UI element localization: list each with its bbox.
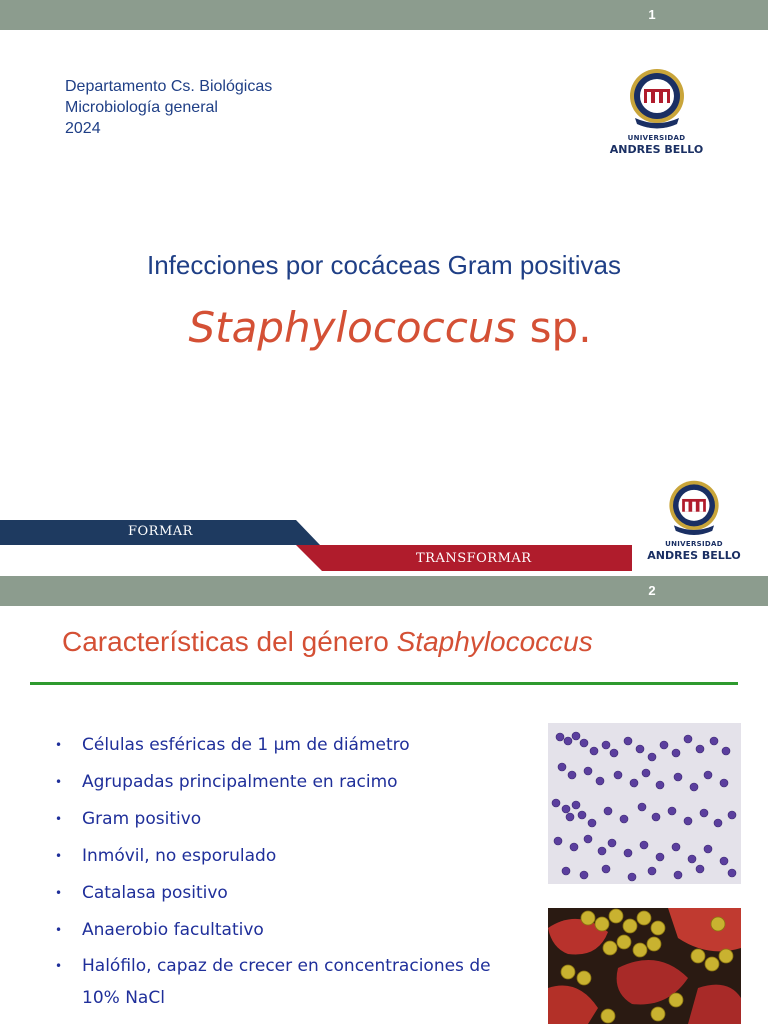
title-genus: Staphylococcus — [396, 626, 593, 657]
university-crest-icon — [629, 66, 685, 134]
electron-micrograph-cocci — [548, 908, 741, 1024]
footer-university-logo — [648, 478, 740, 562]
title-genus: Staphylococcus — [188, 303, 517, 352]
logo-line-1: UNIVERSIDAD — [627, 134, 686, 142]
slide-title — [62, 626, 593, 658]
logo-line-1: UNIVERSIDAD — [665, 540, 723, 548]
list-item: • Catalasa positivo — [55, 883, 228, 903]
list-item: • Halófilo, capaz de crecer en concentraciones de 10% NaCl — [55, 956, 491, 1008]
logo-line-2: ANDRES BELLO — [609, 143, 704, 156]
list-item: • Inmóvil, no esporulado — [55, 846, 277, 866]
course-info — [65, 76, 272, 139]
logo-line-2: ANDRES BELLO — [647, 549, 741, 562]
course-year: 2024 — [65, 120, 101, 137]
slide-subtitle: Infecciones por cocáceas Gram positivas — [147, 250, 621, 280]
university-logo — [610, 66, 703, 156]
department-name: Departamento Cs. Biológicas — [65, 78, 273, 95]
characteristics-list — [55, 732, 525, 1024]
title-prefix: Características del género — [62, 626, 397, 657]
university-crest-icon — [667, 478, 721, 540]
title-suffix: sp. — [516, 303, 592, 352]
slide-2 — [0, 576, 768, 1024]
title-divider — [30, 682, 738, 685]
slide-title — [0, 303, 768, 352]
gram-stain-micrograph — [548, 723, 741, 884]
list-item: • Células esféricas de 1 µm de diámetro — [55, 735, 410, 755]
band-label-formar: FORMAR — [128, 524, 193, 539]
footer-band — [0, 515, 640, 575]
list-item: • Gram positivo — [55, 809, 202, 829]
band-label-transformar: TRANSFORMAR — [416, 551, 532, 566]
list-item: • Agrupadas principalmente en racimo — [55, 772, 398, 792]
list-item: • Anaerobio facultativo — [55, 920, 264, 940]
slide-header-bar — [0, 0, 768, 30]
slide-number: 2 — [648, 583, 656, 598]
slide-number: 1 — [648, 7, 656, 22]
slide-header-bar — [0, 576, 768, 606]
course-name: Microbiología general — [65, 99, 218, 116]
